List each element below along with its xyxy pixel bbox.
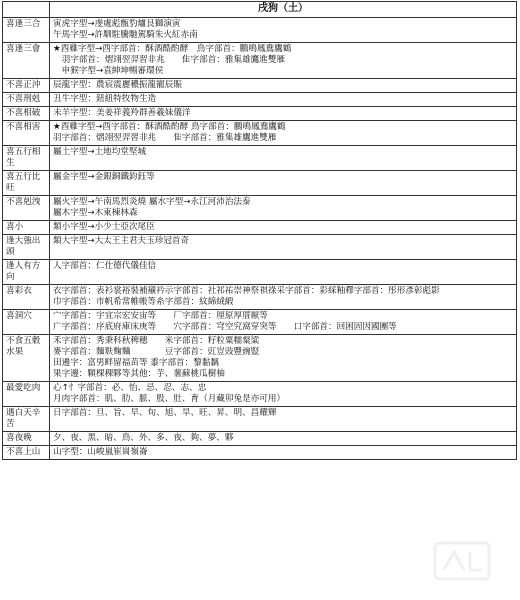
content-line: 屬木字型→木東棟林森 — [53, 208, 138, 218]
table-row — [3, 432, 517, 446]
row-label: 喜五行相生 — [3, 146, 50, 171]
content-line: 寅虎字型→虔處彪甑豹爐艮獅演寅 — [53, 19, 181, 29]
row-label: 不喜剋洩 — [3, 196, 50, 221]
table-row — [3, 146, 517, 171]
row-label: 不喜上山 — [3, 446, 50, 460]
row-label: 最愛吃肉 — [3, 382, 50, 407]
content-line: 屬火字型→午南馬烈炎燒 屬水字型→永江河沛治法泰 — [53, 197, 251, 207]
table-row — [3, 93, 517, 107]
content-line: 屬土字型→土地均堂堅城 — [53, 147, 147, 157]
row-content — [50, 285, 517, 310]
row-content — [50, 260, 517, 285]
content-line: 山字型：山峻嵐崔崗嶺崙 — [53, 447, 148, 457]
row-content — [50, 93, 517, 107]
content-line: 辰龍字型：農宸震麗穠振龍寵辰賑 — [53, 80, 182, 90]
content-line: 果字邊：顆棵稞夥等其他：芋、薯蘇桃瓜樹柚 — [53, 369, 225, 379]
table-title: 戌狗（土） — [50, 2, 517, 18]
row-label: 逢大強出頭 — [3, 235, 50, 260]
row-label: 不喜刑剋 — [3, 93, 50, 107]
content-line: 羽字部首：熠翊翌羿習非兆 隹字部首：雅集雄鷹進雙雁 — [53, 55, 286, 65]
row-label: 不喜相害 — [3, 121, 50, 146]
table-row — [3, 335, 517, 382]
content-line: 申猴字型→袁紳坤暢審環侯 — [53, 66, 164, 76]
table-row — [3, 285, 517, 310]
row-content — [50, 310, 517, 335]
row-label: 逢人有方向 — [3, 260, 50, 285]
row-content — [50, 121, 517, 146]
content-line: ★酉雞字型→酉字部首：酥酒酷酌酵 鳥字部首：鵬鳴鳳鴦鷹鶴 — [53, 122, 286, 132]
row-content — [50, 146, 517, 171]
content-line: 禾字部首：秀秉科秋稗穗 米字部首：籽粒粟糯粲粱 — [53, 336, 260, 346]
table-row — [3, 121, 517, 146]
row-label: 不喜相破 — [3, 107, 50, 121]
content-line: 日字部首：旦、旨、早、旬、旭、旱、旺、昇、明、昌耀輝 — [53, 408, 277, 418]
row-content — [50, 107, 517, 121]
table-row — [3, 235, 517, 260]
table-row — [3, 407, 517, 432]
content-line: 广字部首：序底府庫床庚等 穴字部首：穹空究窩穿突等 口字部首：回困固因國團等 — [53, 322, 397, 332]
corner-cell — [3, 2, 50, 18]
content-line: 月肉字部首：肌、肋、脈、股、肚、育（月藏卯兔是亦可用） — [53, 394, 286, 404]
table-row — [3, 43, 517, 79]
row-label: 喜逢三合 — [3, 18, 50, 43]
table-row — [3, 18, 517, 43]
table-row — [3, 310, 517, 335]
row-label: 喜洞穴 — [3, 310, 50, 335]
content-line: ★酉雞字型→酉字部首：酥酒酷酌酵 鳥字部首：鵬鳴鳳鴦鷹鶴 — [53, 44, 292, 54]
content-line: 屬金字型→金銀銅鐵鈞鈺等 — [53, 172, 155, 182]
naming-table — [2, 1, 517, 460]
row-label: 喜五行比旺 — [3, 171, 50, 196]
table-row — [3, 382, 517, 407]
table-row — [3, 446, 517, 460]
content-line: 類小字型→小少士亞次尾臣 — [53, 222, 155, 232]
row-label: 遇白天辛苦 — [3, 407, 50, 432]
row-content — [50, 221, 517, 235]
content-line: 田邊字：富男畔留福苗等 黍字部首：黎黏黐 — [53, 358, 220, 368]
content-line: 丑牛字型：鈕紐特牧物生造 — [53, 94, 157, 104]
content-line: 羽字部首：熠翊翌羿習非兆 隹字部首：雅集雄鷹進雙雁 — [53, 133, 277, 143]
row-content — [50, 18, 517, 43]
content-line: 衣字部首：表衫裳裕裝補襯衿示字部首：社祁祐崇神祭祺祿采字部首：彩綵釉釋字部首：彤形彥彰彪影 — [53, 286, 440, 296]
row-label: 喜夜晚 — [3, 432, 50, 446]
row-label: 不喜正沖 — [3, 79, 50, 93]
row-content — [50, 335, 517, 382]
content-line: 巾字部首：市帆希常帷帳等糸字部首：紋綿絨緞 — [53, 297, 234, 307]
row-content — [50, 171, 517, 196]
row-content — [50, 432, 517, 446]
content-line: 夕、夜、黑、暗、鳥、外、多、夜、夠、夢、夥 — [53, 433, 234, 443]
content-line: 心↑忄字部首：必、怡、忌、忍、志、忠 — [53, 383, 207, 393]
content-line: 類大字型→大太王主君夫玉珍冠首奇 — [53, 236, 190, 246]
table-row — [3, 107, 517, 121]
table-row — [3, 260, 517, 285]
content-line: 宀字部首：宇宜宗宏安宙等 厂字部首：厘原厚厝厭等 — [53, 311, 268, 321]
content-line: 午馬字型→許馴駐騰馳駕騎朱火紅赤南 — [53, 30, 198, 40]
table-row — [3, 171, 517, 196]
title-row — [3, 2, 517, 18]
row-label: 喜逢三會 — [3, 43, 50, 79]
content-line: 未羊字型：美姜祥義羚群善羲妹儀洋 — [53, 108, 191, 118]
row-content — [50, 446, 517, 460]
row-label: 喜彩衣 — [3, 285, 50, 310]
row-content — [50, 235, 517, 260]
content-line: 麥字部首：麵麩麴麯 豆字部首：豇豈豉豐豌豎 — [53, 347, 260, 357]
content-line: 人字部首：仁仕德代儀佳信 — [53, 261, 157, 271]
table-row — [3, 196, 517, 221]
row-content — [50, 407, 517, 432]
table-row — [3, 221, 517, 235]
table-row — [3, 79, 517, 93]
row-content — [50, 43, 517, 79]
row-label: 喜小 — [3, 221, 50, 235]
watermark-seal-icon — [432, 540, 492, 582]
row-content — [50, 382, 517, 407]
row-label: 不食五穀水果 — [3, 335, 50, 382]
row-content — [50, 196, 517, 221]
row-content — [50, 79, 517, 93]
